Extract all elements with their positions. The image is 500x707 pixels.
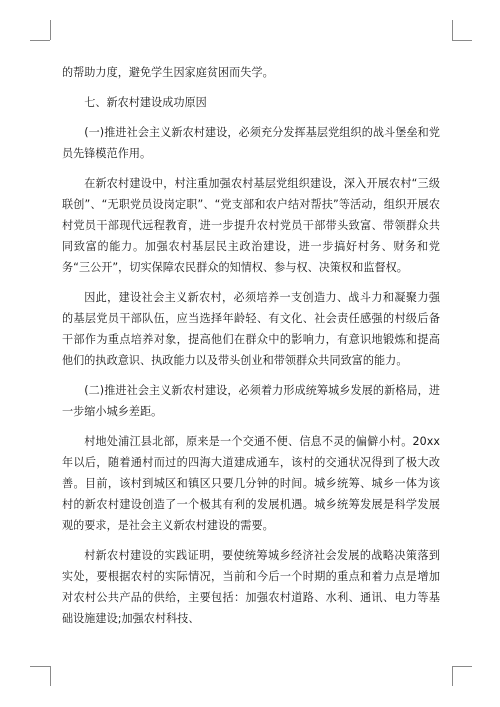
crop-mark-bottom-left-v [50,666,51,686]
crop-mark-bottom-right-h [452,666,472,667]
subsection-heading-2: (二)推进社会主义新农村建设，必须着力形成统筹城乡发展的新格局，进一步缩小城乡差距。 [62,384,440,418]
paragraph: 在新农村建设中，村注重加强农村基层党组织建设，深入开展农村“三级联创”、“无职党员设岗定职”、“党支部和农户结对帮扶”等活动，组织开展农村党员干部现代远程教育，进一步提升农村党员干部带头致富、带领群众共同致富的能力。加强农村基层民主政治建设，进一步搞好村务、财务和党务“三公开”，切实保障农民群众的知情权、参与权、决策权和监督权。 [62,177,440,274]
crop-mark-bottom-left-h [30,666,50,667]
document-body [62,62,440,629]
crop-mark-bottom-right-v [452,666,453,686]
paragraph: 村地处浦江县北部，原来是一个交通不便、信息不灵的偏僻小村。20xx年以后，随着通村而过的四海大道建成通车，该村的交通状况得到了极大改善。目前，该村到城区和镇区只要几分钟的时间。城乡统筹、城乡一体为该村的新农村建设创造了一个极其有利的发展机遇。城乡统筹发展是科学发展观的要求，是社会主义新农村建设的需要。 [62,435,440,532]
crop-mark-top-right-v [452,20,453,40]
paragraph: 因此，建设社会主义新农村，必须培养一支创造力、战斗力和凝聚力强的基层党员干部队伍，应当选择年龄轻、有文化、社会责任感强的村级后备干部作为重点培养对象，提高他们在群众中的影响力，有意识地锻炼和提高他们的执政意识、执政能力以及带头创业和带领群众共同致富的能力。 [62,291,440,367]
crop-mark-top-left-h [30,40,50,41]
crop-mark-top-right-h [452,40,472,41]
subsection-heading-1: (一)推进社会主义新农村建设，必须充分发挥基层党组织的战斗堡垒和党员先锋模范作用。 [62,126,440,160]
paragraph-continuation: 的帮助力度，避免学生因家庭贫困而失学。 [62,66,274,79]
section-heading: 七、新农村建设成功原因 [84,96,207,109]
crop-mark-top-left-v [50,20,51,40]
paragraph: 村新农村建设的实践证明，要使统筹城乡经济社会发展的战略决策落到实处，要根据农村的实际情况，当前和今后一个时期的重点和着力点是增加对农村公共产品的供给，主要包括：加强农村道路、水利、通讯、电力等基础设施建设;加强农村科技、 [62,549,440,625]
